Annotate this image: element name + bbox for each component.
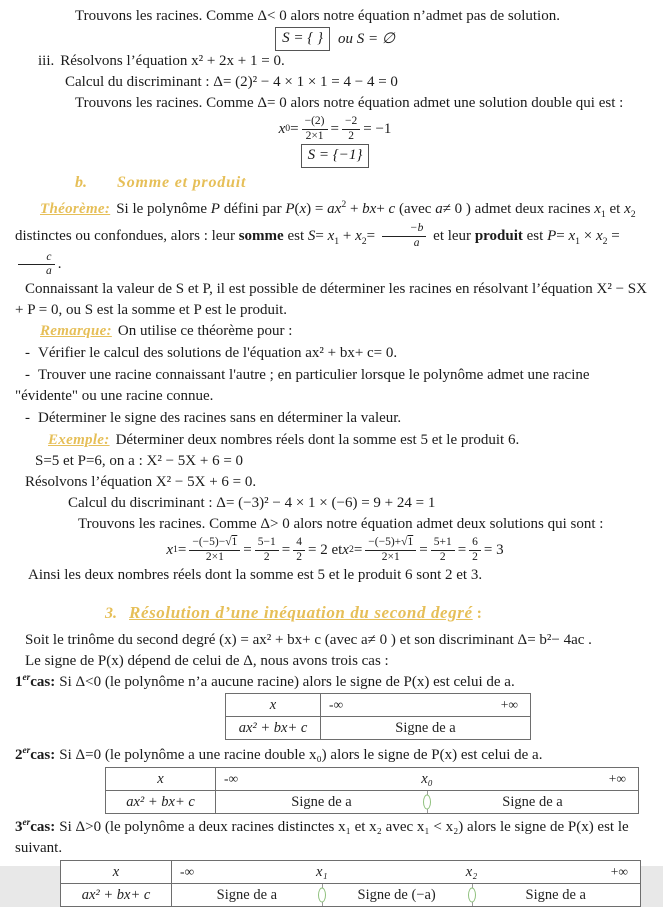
sign-of-a: Signe de a bbox=[525, 887, 586, 904]
table2-var-cell: x bbox=[106, 768, 216, 790]
table1-expr-cell: ax² + bx+ c bbox=[226, 717, 321, 739]
bullet-dash: - bbox=[25, 367, 30, 384]
discriminant-calc-line: Calcul du discriminant : Δ= (2)² − 4 × 1 × 1 = 4 − 4 = 0 bbox=[65, 74, 398, 90]
bullet-dash: - bbox=[25, 345, 30, 362]
case-1-line bbox=[15, 672, 655, 693]
empty-set-alternative: ou S = ∅ bbox=[337, 30, 395, 47]
discriminant-calc-example: Calcul du discriminant : Δ= (−3)² − 4 × 1 × (−6) = 9 + 24 = 1 bbox=[68, 495, 436, 512]
table3-sign-row bbox=[61, 884, 640, 906]
theorem-text: Si le polynôme P défini par $P(x) = ax^2 + bx+ c$ (avec a≠ 0 ) admet deux racines $x_1$ et $x_2$ distinctes ou confondues, alors : leur somme est $S= x_1 + x_2=$ $\frac{-b}{a}$ et leur produit est $P= x_1 \times x_2$ = $\frac{c}{a}$ . bbox=[15, 199, 636, 278]
table3-header-row bbox=[61, 861, 640, 884]
case-3-line bbox=[15, 817, 655, 859]
table1-sign-row bbox=[226, 717, 530, 739]
neg-infinity: -∞ bbox=[224, 771, 239, 787]
table1-var-cell: x bbox=[226, 694, 321, 716]
table2-expr-cell: ax² + bx+ c bbox=[106, 791, 216, 813]
case-2-word: cas: bbox=[30, 747, 56, 764]
bullet-find-root bbox=[15, 365, 655, 407]
table3-sign-cell bbox=[172, 884, 640, 906]
line-delta-negative: Trouvons les racines. Comme Δ< 0 alors notre équation n’admet pas de solution. bbox=[75, 8, 560, 24]
table2-header-row bbox=[106, 768, 638, 791]
remark-line bbox=[15, 321, 655, 342]
sign-table-delta-zero bbox=[105, 767, 639, 814]
bullet-sign-text: Déterminer le signe des racines sans en déterminer la valeur. bbox=[38, 410, 402, 427]
theorem-paragraph bbox=[15, 196, 655, 279]
trinomial-intro-line: Soit le trinôme du second degré (x) = ax² + bx+ c (avec a≠ 0 ) et son discriminant Δ= b²− 4ac . bbox=[25, 632, 592, 649]
table3-interval-cell bbox=[172, 861, 640, 883]
case-1-text: Si Δ<0 (le polynôme n’a aucune racine) alors le signe de P(x) est celui de a. bbox=[59, 674, 515, 691]
sign-of-minus-a: Signe de (−a) bbox=[357, 887, 436, 904]
theorem-label: Théorème: bbox=[40, 201, 111, 217]
sign-table-delta-negative bbox=[225, 693, 531, 740]
case-1-ordinal: er bbox=[22, 673, 31, 684]
zero-circle-icon bbox=[423, 795, 431, 810]
sign-table-delta-positive bbox=[60, 860, 641, 907]
item-iii-line bbox=[38, 51, 655, 72]
pos-infinity: +∞ bbox=[610, 864, 628, 880]
solution-minus-one-line bbox=[15, 144, 655, 168]
example-label: Exemple: bbox=[48, 432, 110, 449]
bullet-verify bbox=[15, 343, 655, 364]
section-b-number: b. bbox=[75, 174, 87, 191]
empty-set-solution-line bbox=[15, 27, 655, 51]
zero-circle-icon bbox=[468, 888, 476, 903]
table3-expr-cell: ax² + bx+ c bbox=[61, 884, 172, 906]
table1-header-row bbox=[226, 694, 530, 717]
case-3-text: Si Δ>0 (le polynôme a deux racines distinctes x₁ et x₂ avec x₁ < x₂) alors le signe de P(x) est le suivant. bbox=[15, 819, 629, 857]
boxed-empty-set: S = { } bbox=[275, 27, 330, 51]
root-x0-label: x₀ bbox=[421, 771, 433, 788]
x0-equation: x 0 = $\frac{-(2)}{2\times 1}$ = $\frac{-2}{2}$ = −1 bbox=[278, 114, 392, 142]
table2-interval-cell bbox=[216, 768, 638, 790]
zero-circle-icon bbox=[318, 888, 326, 903]
pos-infinity: +∞ bbox=[608, 771, 626, 787]
example-text: Déterminer deux nombres réels dont la somme est 5 et le produit 6. bbox=[115, 432, 520, 449]
section-b-heading bbox=[75, 172, 655, 194]
sign-of-a: Signe de a bbox=[291, 794, 352, 811]
example-line bbox=[15, 430, 655, 451]
case-3-word: cas: bbox=[30, 819, 56, 836]
item-iii-text: Résolvons l’équation x² + 2x + 1 = 0. bbox=[60, 53, 285, 69]
roots-equation: x 1 = $\frac{-(-5)-√1}{2\times 1}$ = $\frac{5-1}{2}$ = $\frac{4}{2}$ = 2 et x 2 = $\frac{-(-5)+√1}{2\times 1}$ = $\frac{5+1}{2}$ = $\frac{6}{2}$ = 3 bbox=[166, 535, 504, 563]
case-2-line bbox=[15, 745, 655, 766]
table2-sign-cell bbox=[216, 791, 638, 813]
bullet-find-root-text: Trouver une racine connaissant l'autre ; en particulier lorsque le polynôme admet une racine "évidente" ou une racine connue. bbox=[15, 367, 590, 405]
delta-zero-line: Trouvons les racines. Comme Δ= 0 alors notre équation admet une solution double qui est : bbox=[75, 95, 624, 111]
case-2-text: Si Δ=0 (le polynôme a une racine double x₀) alors le signe de P(x) est celui de a. bbox=[59, 747, 543, 764]
table2-sign-row bbox=[106, 791, 638, 813]
sign-of-a: Signe de a bbox=[502, 794, 563, 811]
table1-interval-cell bbox=[321, 694, 530, 716]
boxed-solution-minus-one: S = {−1} bbox=[301, 144, 370, 168]
bullet-verify-text: Vérifier le calcul des solutions de l'équation ax² + bx+ c= 0. bbox=[38, 345, 398, 362]
sign-of-a: Signe de a bbox=[216, 887, 278, 904]
sign-depends-line: Le signe de P(x) dépend de celui de Δ, nous avons trois cas : bbox=[25, 653, 389, 670]
section-3-title: Résolution d’une inéquation du second degré bbox=[129, 603, 473, 623]
neg-infinity: -∞ bbox=[329, 697, 344, 713]
remark-label: Remarque: bbox=[40, 323, 112, 340]
section-b-title: Somme et produit bbox=[117, 174, 247, 191]
bullet-dash: - bbox=[25, 410, 30, 427]
two-solutions-line: Trouvons les racines. Comme Δ> 0 alors notre équation admet deux solutions qui sont : bbox=[78, 516, 604, 533]
neg-infinity: -∞ bbox=[180, 864, 195, 880]
connaissant-paragraph: Connaissant la valeur de S et P, il est possible de déterminer les racines en résolvant l’équation X² − SX + P = 0, ou S est la somme et P est le produit. bbox=[15, 281, 647, 319]
bullet-sign bbox=[15, 408, 655, 429]
table1-sign-cell bbox=[321, 717, 530, 739]
pos-infinity: +∞ bbox=[500, 697, 518, 713]
section-3-number: 3. bbox=[105, 605, 117, 623]
case-2-ordinal: er bbox=[22, 746, 31, 757]
conclusion-line: Ainsi les deux nombres réels dont la somme est 5 et le produit 6 sont 2 et 3. bbox=[28, 567, 483, 584]
root-x1-label: x₁ bbox=[316, 864, 328, 881]
section-3-colon: : bbox=[476, 605, 482, 623]
case-2-number: 2 bbox=[15, 747, 23, 764]
case-3-number: 3 bbox=[15, 819, 23, 836]
sum-product-values-line: S=5 et P=6, on a : X² − 5X + 6 = 0 bbox=[35, 453, 244, 470]
solve-equation-line: Résolvons l’équation X² − 5X + 6 = 0. bbox=[25, 474, 257, 491]
case-3-ordinal: er bbox=[22, 818, 31, 829]
sign-of-a: Signe de a bbox=[395, 720, 456, 737]
section-3-heading bbox=[105, 600, 655, 626]
table3-var-cell: x bbox=[61, 861, 172, 883]
item-iii-marker: iii. bbox=[38, 53, 55, 69]
root-x2-label: x₂ bbox=[465, 864, 478, 881]
case-1-word: cas: bbox=[30, 674, 56, 691]
remark-text: On utilise ce théorème pour : bbox=[117, 323, 293, 340]
case-1-number: 1 bbox=[15, 674, 23, 691]
